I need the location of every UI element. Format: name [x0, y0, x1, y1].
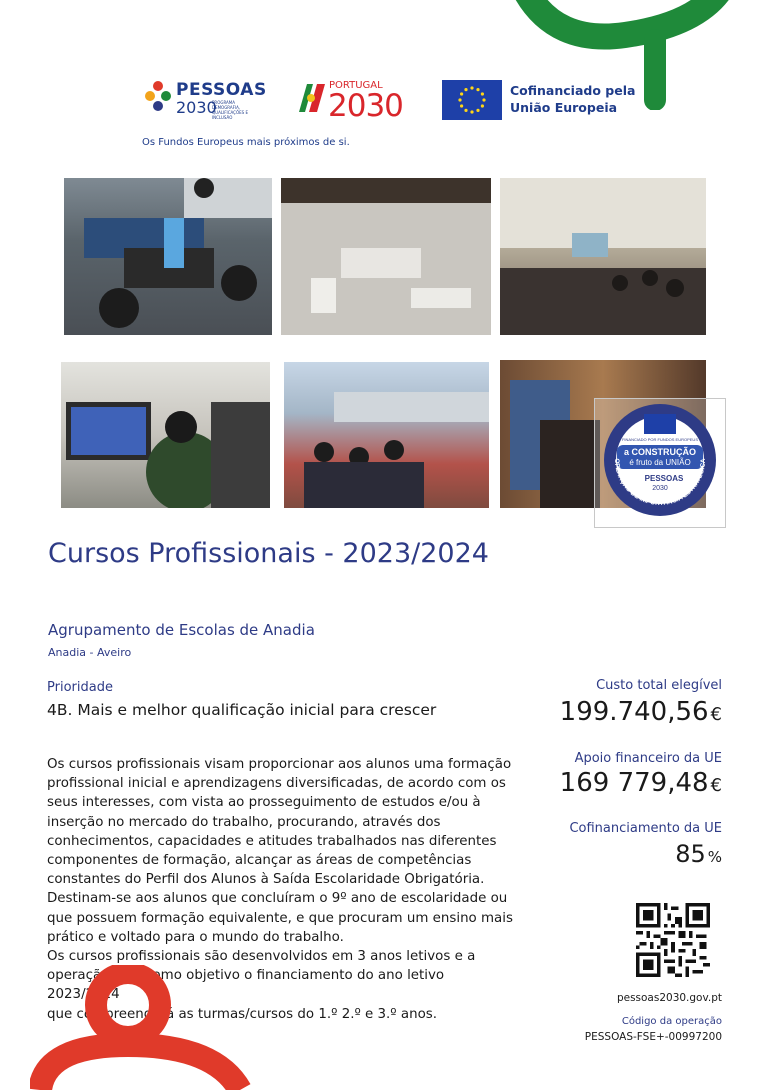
total-cost-label: Custo total elegível — [596, 678, 722, 693]
eu-support-value — [560, 768, 722, 798]
decorative-red-shape — [30, 965, 260, 1090]
tagline: Os Fundos Europeus mais próximos de si. — [142, 137, 350, 148]
badge-line1: FINANCIADO POR FUNDOS EUROPEUS — [621, 437, 699, 442]
percent-symbol: % — [707, 848, 722, 866]
photo-computer-lab — [61, 362, 270, 508]
photo-sports-field — [284, 362, 489, 508]
priority-label: Prioridade — [47, 680, 113, 695]
eu-text-line2: União Europeia — [510, 100, 618, 115]
portugal-year: 2030 — [328, 88, 403, 124]
pessoas-icon — [142, 78, 174, 118]
eu-text-line1: Cofinanciado pela — [510, 83, 636, 98]
eu-support-amount: 169 779,48 — [559, 768, 709, 798]
eu-text — [510, 82, 635, 116]
organization-name: Agrupamento de Escolas de Anadia — [48, 621, 315, 639]
photo-table-papers — [281, 178, 491, 335]
photo-go-kart — [64, 178, 272, 335]
photo-auditorium — [500, 178, 706, 335]
total-cost-value — [560, 697, 722, 727]
portugal-label: PORTUGAL — [329, 80, 383, 91]
website-link[interactable]: pessoas2030.gov.pt — [616, 992, 722, 1004]
pessoas-brand: PESSOAS — [176, 80, 267, 100]
cofinancing-label: Cofinanciamento da UE — [569, 821, 722, 836]
currency-symbol: € — [710, 704, 722, 725]
cofinancing-value — [675, 840, 722, 868]
eu-cofinanced-logo — [442, 80, 642, 120]
qr-code[interactable] — [636, 903, 710, 977]
total-cost-amount: 199.740,56 — [559, 697, 709, 727]
badge-line5: 2030 — [652, 485, 668, 492]
currency-symbol: € — [710, 775, 722, 796]
portugal-2030-logo — [295, 78, 410, 124]
cofinancing-amount: 85 — [675, 840, 706, 868]
description: Os cursos profissionais visam proporcionar aos alunos uma formação profissional inicial e aprendizagens diversificadas, de acordo com os seus interesses, com vista ao prosseguimento de estudos e/ou à inserção no mercado do trabalho, procurando, através dos conhecimentos, capacidades e atitudes trabalhados nas diferentes componentes de formação, alcançar as áreas de competências constantes do Perfil dos Alunos à Saída Escolaridade Obrigatória. Destinam-se aos alunos que concluíram o 9º ano de escolaridade ou que possuem formação equivalente, e que procuram um ensino mais prático e voltado para o mundo do trabalho. Os cursos profissionais são desenvolvidos em 3 anos letivos e a operação terá como objetivo o financiamento do ano letivo 2023/2024 que compreenderá as turmas/cursos do 1.º 2.º e 3.º anos. — [47, 757, 513, 1022]
operation-code-label: Código da operação — [621, 1016, 722, 1027]
page-title: Cursos Profissionais - 2023/2024 — [48, 538, 489, 569]
pessoas-year: 2030 — [176, 98, 217, 117]
strategic-operation-badge — [603, 403, 717, 517]
operation-code: PESSOAS-FSE+-00997200 — [584, 1031, 722, 1043]
priority-value: 4B. Mais e melhor qualificação inicial para crescer — [47, 701, 437, 719]
badge-line2: a CONSTRUÇÃO — [623, 447, 697, 457]
location: Anadia - Aveiro — [48, 646, 132, 659]
eu-support-label: Apoio financeiro da UE — [574, 751, 722, 766]
badge-ring-text: OPERAÇÃO DE IMPORTÂNCIA ESTRATÉGICA — [612, 458, 708, 508]
pessoas-2030-logo — [142, 78, 267, 122]
badge-line3: é fruto da UNIÃO — [629, 458, 691, 467]
eu-flag-icon — [442, 80, 502, 120]
pessoas-subtitle: PROGRAMA DEMOGRAFIA, QUALIFICAÇÕES E INCLUSÃO — [212, 100, 248, 120]
badge-line4: PESSOAS — [644, 474, 684, 483]
portugal-flag-icon — [295, 78, 327, 118]
